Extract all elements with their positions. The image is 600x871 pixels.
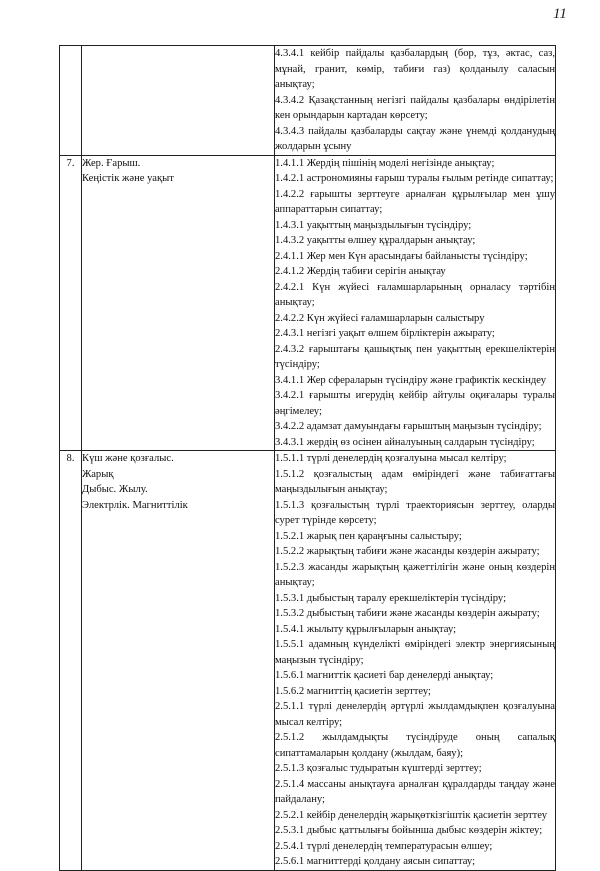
objective-item: 1.4.2.2 ғарышты зерттеуге арналған құрылғылар мен ұшу аппараттарын сипаттау; [275, 188, 555, 215]
objective-item: 3.4.2.1 ғарышты игерудің кейбір айтулы оқиғалары туралы әңгімелеу; [275, 390, 555, 417]
objective-item: 2.4.1.1 Жер мен Күн арасындағы байланысты түсіндіру; [275, 250, 528, 262]
topic-line: Кеңістік және уақыт [82, 173, 174, 184]
objective-item: 2.5.1.2 жылдамдықты түсіндіруде оның сапалық сипаттамаларын қолдану (жылдам, баяу); [275, 732, 555, 759]
objective-item: 1.5.5.1 адамның күнделікті өміріндегі электр энергиясының маңызын түсіндіру; [275, 639, 555, 666]
objective-item: 2.5.2.1 кейбір денелердің жарықөткізгіштік қасиетін зерттеу [275, 809, 548, 821]
objective-item: 2.4.1.2 Жердің табиғи серігін анықтау [275, 266, 446, 277]
learning-objectives [275, 46, 556, 156]
objective-item: 1.5.2.3 жасанды жарықтың қажеттілігін және оның көздерін анықтау; [275, 561, 555, 588]
objective-item: 3.4.2.2 адамзат дамуындағы ғарыштың маңызын түсіндіру; [275, 421, 542, 432]
objective-item: 1.4.2.1 астрономияны ғарыш туралы ғылым ретінде сипаттау; [275, 173, 554, 184]
row-number: 7. [60, 155, 82, 451]
objective-item: 1.5.1.3 қозғалыстың түрлі траекториясын зерттеу, оларды сурет түрінде көрсету; [275, 499, 555, 526]
section-topic [82, 451, 275, 871]
objective-item: 1.5.6.1 магниттік қасиеті бар денелерді анықтау; [275, 670, 494, 681]
objective-item: 1.4.3.2 уақытты өлшеу құралдарын анықтау; [275, 235, 476, 246]
objective-item: 2.4.2.2 Күн жүйесі ғаламшарларын салыстыру [275, 312, 485, 324]
objective-item: 1.4.3.1 уақыттың маңыздылығын түсіндіру; [275, 219, 472, 231]
objective-item: 3.4.1.1 Жер сфераларын түсіндіру және графиктік кескіндеу [275, 374, 546, 386]
topic-line: Күш және қозғалыс. [82, 453, 174, 464]
objective-item: 2.5.4.1 түрлі денелердің температурасын өлшеу; [275, 840, 493, 852]
objective-item: 2.5.1.3 қозғалыс тудыратын күштерді зерттеу; [275, 763, 482, 774]
objective-item: 1.5.1.2 қозғалыстың адам өміріндегі және табиғаттағы маңыздылығын анықтау; [275, 468, 555, 495]
row-number: 8. [60, 451, 82, 871]
topic-line: Жарық [82, 468, 114, 480]
topic-line: Жер. Ғарыш. [82, 157, 141, 169]
objective-item: 2.4.3.1 негізгі уақыт өлшем бірліктерін ажырату; [275, 328, 495, 339]
objective-item: 2.4.2.1 Күн жүйесі ғаламшарларының орналасу тәртібін анықтау; [275, 281, 555, 308]
table-row [60, 155, 556, 451]
objective-item: 4.3.4.3 пайдалы қазбаларды сақтау және үнемді қолданудың жолдарын ұсыну [275, 125, 555, 152]
objective-item: 1.5.2.2 жарықтың табиғи және жасанды көздерін ажырату; [275, 546, 540, 557]
section-topic [82, 155, 275, 451]
table-row [60, 46, 556, 156]
row-number [60, 46, 82, 156]
table-body [60, 46, 556, 871]
objective-item: 2.5.3.1 дыбыс қаттылығы бойынша дыбыс көздерін жіктеу; [275, 825, 543, 836]
objective-item: 1.5.1.1 түрлі денелердің қозғалуына мысал келтіру; [275, 453, 507, 464]
topic-line: Дыбыс. Жылу. [82, 484, 148, 495]
objective-item: 4.3.4.1 кейбір пайдалы қазбалардың (бор, тұз, әктас, саз, мұнай, гранит, көмір, табиғи газ) қолданылу саласын анықтау; [275, 48, 555, 90]
objective-item: 2.5.1.1 түрлі денелердің әртүрлі жылдамдықпен қозғалуына мысал келтіру; [275, 701, 555, 728]
topic-line: Электрлік. Магниттілік [82, 499, 188, 511]
table-row [60, 451, 556, 871]
objective-item: 1.5.6.2 магниттің қасиетін зерттеу; [275, 685, 431, 697]
objective-item: 2.4.3.2 ғарыштағы қашықтық пен уақыттың ерекшеліктерін түсіндіру; [275, 343, 555, 370]
page-number: 11 [553, 6, 567, 22]
section-topic [82, 46, 275, 156]
objective-item: 1.5.4.1 жылыту құрылғыларын анықтау; [275, 623, 457, 635]
learning-objectives [275, 155, 556, 451]
objective-item: 3.4.3.1 жердің өз осінен айналуының салдарын түсіндіру; [275, 436, 535, 448]
objective-item: 4.3.4.2 Қазақстанның негізгі пайдалы қазбалары өндірілетін кен орындарын картадан көрсету; [275, 94, 555, 121]
objective-item: 2.5.1.4 массаны анықтауға арналған құралдарды таңдау және пайдалану; [275, 778, 555, 805]
curriculum-table [59, 45, 556, 871]
learning-objectives [275, 451, 556, 871]
objective-item: 1.5.3.1 дыбыстың таралу ерекшеліктерін түсіндіру; [275, 592, 507, 604]
objective-item: 1.5.3.2 дыбыстың табиғи және жасанды көздерін ажырату; [275, 608, 540, 619]
objective-item: 1.4.1.1 Жердің пішінің моделі негізінде анықтау; [275, 157, 495, 169]
objective-item: 1.5.2.1 жарық пен қараңғыны салыстыру; [275, 530, 462, 542]
objective-item: 2.5.6.1 магниттерді қолдану аясын сипаттау; [275, 856, 476, 867]
